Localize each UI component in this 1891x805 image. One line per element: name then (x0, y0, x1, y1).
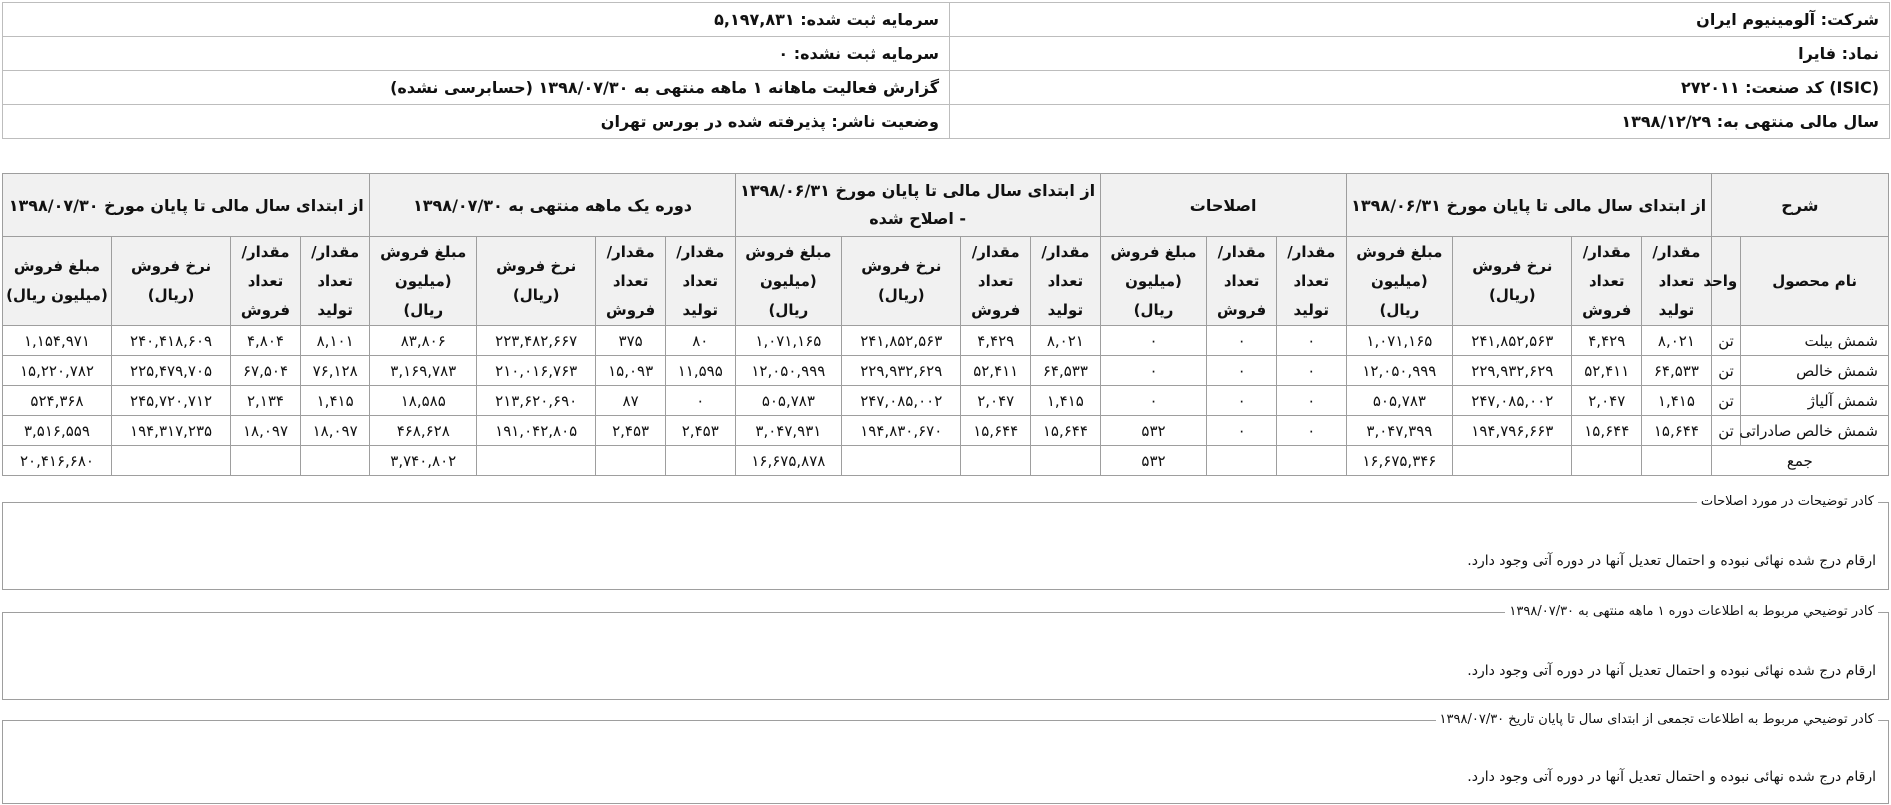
cell: ۵۲,۴۱۱ (961, 356, 1031, 386)
cell: ۰ (1207, 356, 1277, 386)
note-legend: کادر توضیحي مربوط به اطلاعات دوره ۱ ماهه منتهی به ۱۳۹۸/۰۷/۳۰ (1505, 603, 1878, 621)
header-sales-amount: مبلغ فروش (میلیون ریال) (370, 237, 477, 326)
unit: تن (1711, 326, 1741, 356)
header-sales-amount: مبلغ فروش (میلیون ریال) (1100, 237, 1207, 326)
empty-cell (1642, 446, 1712, 476)
cell: ۲۴۱,۸۵۲,۵۶۳ (1453, 326, 1572, 356)
ytd-note-box (2, 712, 1889, 804)
company-info-table (2, 2, 1890, 139)
note-text: ارقام درج شده نهائی نبوده و احتمال تعدیل آنها در دوره آتی وجود دارد. (1467, 553, 1876, 569)
cell: ۰ (1100, 326, 1207, 356)
cell: ۲,۴۵۳ (596, 416, 666, 446)
empty-cell (842, 446, 961, 476)
unregistered-capital-label: سرمایه ثبت نشده: (793, 44, 939, 63)
unit: تن (1711, 356, 1741, 386)
product-name: شمش خالص صادراتی (1741, 416, 1889, 446)
cell: ۱۵,۶۴۴ (1031, 416, 1101, 446)
header-sales-rate: نرخ فروش (ریال) (1453, 237, 1572, 326)
publisher-status-value: پذیرفته شده در بورس تهران (600, 112, 826, 131)
registered-capital-cell (3, 3, 950, 37)
empty-cell (665, 446, 735, 476)
cell: ۱۹۴,۷۹۶,۶۶۳ (1453, 416, 1572, 446)
cell: ۱۸,۰۹۷ (300, 416, 370, 446)
company-label: شرکت: (1820, 10, 1879, 29)
cell: ۷۶,۱۲۸ (300, 356, 370, 386)
note-text: ارقام درج شده نهائی نبوده و احتمال تعدیل آنها در دوره آتی وجود دارد. (1467, 663, 1876, 679)
cell: ۵۲,۴۱۱ (1572, 356, 1642, 386)
cell: ۱۵,۲۲۰,۷۸۲ (3, 356, 112, 386)
cell: ۳,۵۱۶,۵۵۹ (3, 416, 112, 446)
total-corr-amount: ۵۳۲ (1100, 446, 1207, 476)
cell: ۱۸,۰۹۷ (231, 416, 301, 446)
isic-value: ۲۷۲۰۱۱ (1680, 78, 1740, 97)
empty-cell (1031, 446, 1101, 476)
product-name: شمش خالص (1741, 356, 1889, 386)
cell: ۰ (1207, 326, 1277, 356)
report-title: گزارش فعالیت ماهانه ۱ ماهه منتهی به ۱۳۹۸/۰۷/۳۰ (حسابرسی نشده) (3, 71, 950, 105)
cell: ۶۷,۵۰۴ (231, 356, 301, 386)
cell: ۲۲۹,۹۳۲,۶۲۹ (842, 356, 961, 386)
empty-cell (111, 446, 230, 476)
cell: ۱۹۴,۸۳۰,۶۷۰ (842, 416, 961, 446)
corrections-note-box (2, 494, 1889, 590)
header-sales-qty: مقدار/تعداد فروش (231, 237, 301, 326)
cell: ۲۲۹,۹۳۲,۶۲۹ (1453, 356, 1572, 386)
note-legend: کادر توضیحي مربوط به اطلاعات تجمعی از ابتدای سال تا پایان تاریخ ۱۳۹۸/۰۷/۳۰ (1436, 711, 1878, 729)
cell: ۲۴۱,۸۵۲,۵۶۳ (842, 326, 961, 356)
unregistered-capital-cell (3, 37, 950, 71)
isic-cell (950, 71, 1890, 105)
fiscal-year-label: سال مالی منتهی به: (1716, 112, 1879, 131)
cell: ۶۴,۵۳۳ (1031, 356, 1101, 386)
cell: ۵۰۵,۷۸۳ (1346, 386, 1453, 416)
month-note-box (2, 604, 1889, 700)
cell: ۱۲,۰۵۰,۹۹۹ (735, 356, 842, 386)
group-header-month: دوره یک ماهه منتهی به ۱۳۹۸/۰۷/۳۰ (370, 174, 735, 237)
empty-cell (231, 446, 301, 476)
cell: ۱۲,۰۵۰,۹۹۹ (1346, 356, 1453, 386)
header-sales-amount: مبلغ فروش (میلیون ریال) (3, 237, 112, 326)
cell: ۱۵,۶۴۴ (1642, 416, 1712, 446)
cell: ۰ (1276, 326, 1346, 356)
cell: ۳,۰۴۷,۳۹۹ (1346, 416, 1453, 446)
registered-capital-label: سرمایه ثبت شده: (800, 10, 939, 29)
registered-capital-value: ۵,۱۹۷,۸۳۱ (714, 10, 795, 29)
cell: ۸,۰۲۱ (1642, 326, 1712, 356)
total-p1-amount: ۱۶,۶۷۵,۳۴۶ (1346, 446, 1453, 476)
cell: ۲۴۷,۰۸۵,۰۰۲ (1453, 386, 1572, 416)
header-sales-amount: مبلغ فروش (میلیون ریال) (1346, 237, 1453, 326)
cell: ۰ (665, 386, 735, 416)
cell: ۲۲۵,۴۷۹,۷۰۵ (111, 356, 230, 386)
cell: ۰ (1100, 356, 1207, 386)
cell: ۱۹۱,۰۴۲,۸۰۵ (477, 416, 596, 446)
cell: ۸,۰۲۱ (1031, 326, 1101, 356)
cell: ۲۱۰,۰۱۶,۷۶۳ (477, 356, 596, 386)
header-sales-qty: مقدار/تعداد فروش (1572, 237, 1642, 326)
publisher-status-cell (3, 105, 950, 139)
cell: ۲۱۳,۶۲۰,۶۹۰ (477, 386, 596, 416)
unregistered-capital-value: ۰ (778, 44, 789, 63)
table-row (3, 356, 1889, 386)
table-row (3, 326, 1889, 356)
total-p1c-amount: ۱۶,۶۷۵,۸۷۸ (735, 446, 842, 476)
monthly-activity-table (2, 173, 1889, 476)
header-sales-rate: نرخ فروش (ریال) (842, 237, 961, 326)
header-sales-rate: نرخ فروش (ریال) (477, 237, 596, 326)
cell: ۸۳,۸۰۶ (370, 326, 477, 356)
cell: ۱۵,۶۴۴ (1572, 416, 1642, 446)
total-ytd-amount: ۲۰,۴۱۶,۶۸۰ (3, 446, 112, 476)
cell: ۴,۸۰۴ (231, 326, 301, 356)
header-sales-rate: نرخ فروش (ریال) (111, 237, 230, 326)
cell: ۴,۴۲۹ (1572, 326, 1642, 356)
product-name: شمش آلیاژ (1741, 386, 1889, 416)
empty-cell (1572, 446, 1642, 476)
cell: ۱,۴۱۵ (300, 386, 370, 416)
total-label: جمع (1711, 446, 1888, 476)
unit: تن (1711, 416, 1741, 446)
cell: ۸,۱۰۱ (300, 326, 370, 356)
header-production-qty: مقدار/تعداد تولید (1276, 237, 1346, 326)
header-production-qty: مقدار/تعداد تولید (1642, 237, 1712, 326)
company-cell (950, 3, 1890, 37)
cell: ۰ (1100, 386, 1207, 416)
header-sales-qty: مقدار/تعداد فروش (961, 237, 1031, 326)
cell: ۵۳۲ (1100, 416, 1207, 446)
header-product-name: نام محصول (1741, 237, 1889, 326)
cell: ۱,۰۷۱,۱۶۵ (735, 326, 842, 356)
group-header-period1-corrected: از ابتدای سال مالی تا پایان مورخ ۱۳۹۸/۰۶/۳۱ - اصلاح شده (735, 174, 1100, 237)
cell: ۰ (1207, 386, 1277, 416)
cell: ۵۲۴,۳۶۸ (3, 386, 112, 416)
isic-label: (ISIC) کد صنعت: (1745, 78, 1879, 97)
symbol-label: نماد: (1841, 44, 1879, 63)
header-unit: واحد (1711, 237, 1741, 326)
cell: ۲۲۳,۴۸۲,۶۶۷ (477, 326, 596, 356)
cell: ۵۰۵,۷۸۳ (735, 386, 842, 416)
header-sales-qty: مقدار/تعداد فروش (1207, 237, 1277, 326)
fiscal-year-value: ۱۳۹۸/۱۲/۲۹ (1621, 112, 1712, 131)
empty-cell (300, 446, 370, 476)
cell: ۰ (1276, 416, 1346, 446)
cell: ۰ (1276, 386, 1346, 416)
cell: ۲۴۰,۴۱۸,۶۰۹ (111, 326, 230, 356)
cell: ۳۷۵ (596, 326, 666, 356)
cell: ۱۹۴,۳۱۷,۲۳۵ (111, 416, 230, 446)
cell: ۱,۴۱۵ (1642, 386, 1712, 416)
cell: ۱,۱۵۴,۹۷۱ (3, 326, 112, 356)
cell: ۱,۰۷۱,۱۶۵ (1346, 326, 1453, 356)
cell: ۰ (1276, 356, 1346, 386)
total-row (3, 446, 1889, 476)
cell: ۲,۰۴۷ (1572, 386, 1642, 416)
cell: ۳,۰۴۷,۹۳۱ (735, 416, 842, 446)
table-row (3, 416, 1889, 446)
cell: ۶۴,۵۳۳ (1642, 356, 1712, 386)
cell: ۱,۴۱۵ (1031, 386, 1101, 416)
product-name: شمش بیلت (1741, 326, 1889, 356)
symbol-value: فایرا (1798, 44, 1837, 63)
empty-cell (1207, 446, 1277, 476)
cell: ۰ (1207, 416, 1277, 446)
cell: ۸۰ (665, 326, 735, 356)
header-production-qty: مقدار/تعداد تولید (665, 237, 735, 326)
group-header-period1: از ابتدای سال مالی تا پایان مورخ ۱۳۹۸/۰۶/۳۱ (1346, 174, 1711, 237)
cell: ۳,۱۶۹,۷۸۳ (370, 356, 477, 386)
total-month-amount: ۳,۷۴۰,۸۰۲ (370, 446, 477, 476)
header-production-qty: مقدار/تعداد تولید (300, 237, 370, 326)
publisher-status-label: وضعیت ناشر: (831, 112, 939, 131)
cell: ۱۸,۵۸۵ (370, 386, 477, 416)
header-sales-qty: مقدار/تعداد فروش (596, 237, 666, 326)
cell: ۲۴۷,۰۸۵,۰۰۲ (842, 386, 961, 416)
unit: تن (1711, 386, 1741, 416)
header-sales-amount: مبلغ فروش (میلیون ریال) (735, 237, 842, 326)
table-row (3, 386, 1889, 416)
cell: ۲,۴۵۳ (665, 416, 735, 446)
group-header-desc: شرح (1711, 174, 1888, 237)
cell: ۱۵,۶۴۴ (961, 416, 1031, 446)
note-legend: کادر توضیحات در مورد اصلاحات (1697, 493, 1878, 511)
empty-cell (1453, 446, 1572, 476)
header-production-qty: مقدار/تعداد تولید (1031, 237, 1101, 326)
cell: ۲,۰۴۷ (961, 386, 1031, 416)
cell: ۱۵,۰۹۳ (596, 356, 666, 386)
cell: ۴۶۸,۶۲۸ (370, 416, 477, 446)
cell: ۲۴۵,۷۲۰,۷۱۲ (111, 386, 230, 416)
group-header-corrections: اصلاحات (1100, 174, 1346, 237)
empty-cell (1276, 446, 1346, 476)
note-text: ارقام درج شده نهائی نبوده و احتمال تعدیل آنها در دوره آتی وجود دارد. (1467, 769, 1876, 785)
cell: ۱۱,۵۹۵ (665, 356, 735, 386)
empty-cell (477, 446, 596, 476)
cell: ۸۷ (596, 386, 666, 416)
empty-cell (961, 446, 1031, 476)
cell: ۴,۴۲۹ (961, 326, 1031, 356)
fiscal-year-cell (950, 105, 1890, 139)
company-value: آلومینیوم ایران (1696, 10, 1816, 29)
symbol-cell (950, 37, 1890, 71)
empty-cell (596, 446, 666, 476)
group-header-ytd: از ابتدای سال مالی تا پایان مورخ ۱۳۹۸/۰۷/۳۰ (3, 174, 370, 237)
cell: ۲,۱۳۴ (231, 386, 301, 416)
